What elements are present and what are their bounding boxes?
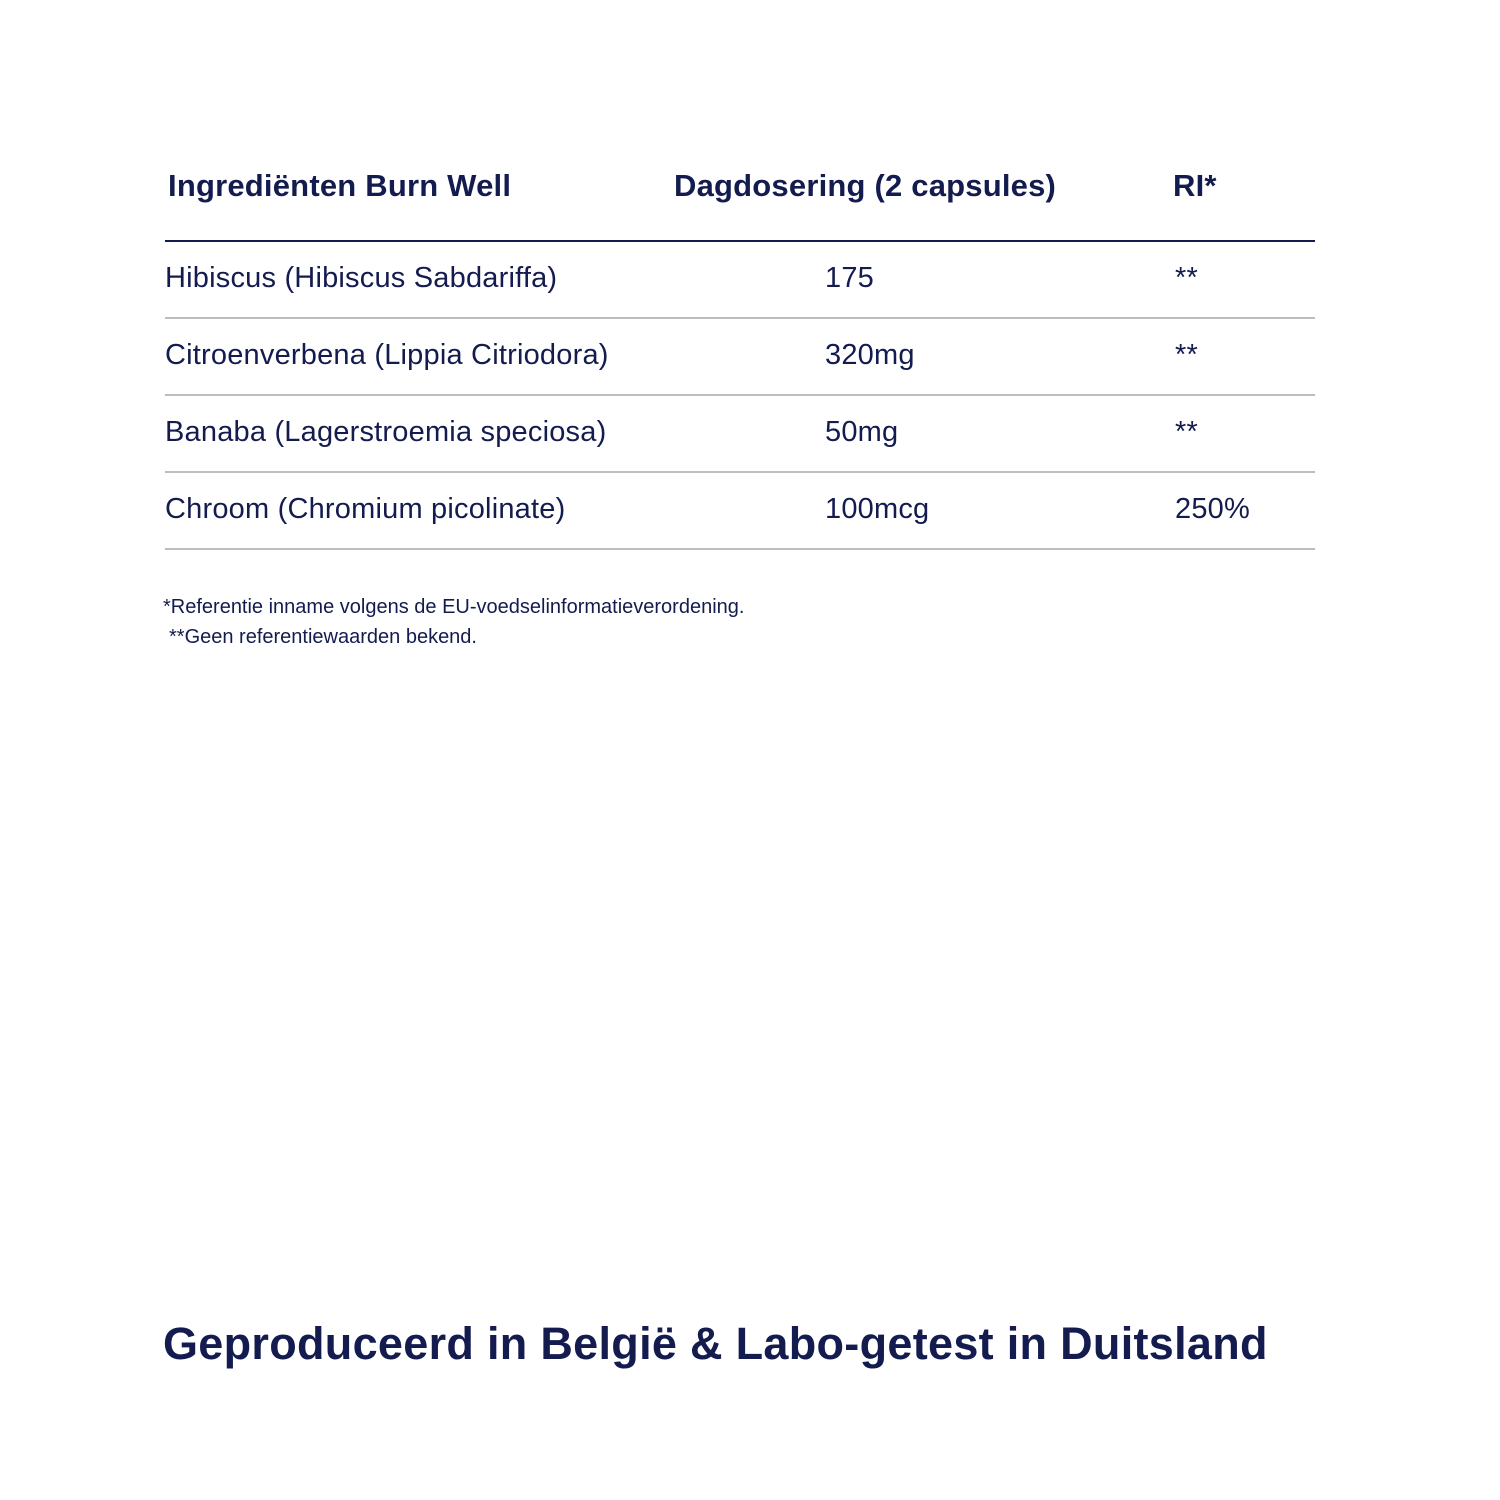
ingredient-ri: ** bbox=[1175, 339, 1198, 371]
table-row bbox=[165, 473, 1315, 550]
ingredient-ri: ** bbox=[1175, 262, 1198, 294]
table-row bbox=[165, 396, 1315, 473]
ingredient-dose: 320mg bbox=[825, 339, 915, 371]
ingredient-name: Banaba (Lagerstroemia speciosa) bbox=[165, 416, 607, 448]
table-row bbox=[165, 242, 1315, 319]
ingredient-ri: ** bbox=[1175, 416, 1198, 448]
table-row bbox=[165, 319, 1315, 396]
ingredient-dose: 100mcg bbox=[825, 493, 930, 525]
ingredient-dose: 175 bbox=[825, 262, 874, 294]
footnote-reference-intake: *Referentie inname volgens de EU-voedselinformatieverordening. bbox=[163, 596, 745, 618]
production-statement: Geproduceerd in België & Labo-getest in Duitsland bbox=[163, 1318, 1268, 1369]
header-ri: RI* bbox=[1173, 168, 1217, 203]
table-header bbox=[165, 160, 1315, 242]
header-daily-dose: Dagdosering (2 capsules) bbox=[674, 168, 1057, 203]
ingredients-table bbox=[165, 160, 1315, 550]
footnotes bbox=[163, 592, 744, 652]
ingredient-name: Chroom (Chromium picolinate) bbox=[165, 493, 566, 525]
ingredient-name: Citroenverbena (Lippia Citriodora) bbox=[165, 339, 609, 371]
ingredient-dose: 50mg bbox=[825, 416, 899, 448]
ingredient-name: Hibiscus (Hibiscus Sabdariffa) bbox=[165, 262, 558, 294]
ingredient-ri: 250% bbox=[1175, 493, 1250, 525]
header-ingredients: Ingrediënten Burn Well bbox=[168, 168, 512, 203]
footnote-no-reference: **Geen referentiewaarden bekend. bbox=[169, 626, 477, 648]
